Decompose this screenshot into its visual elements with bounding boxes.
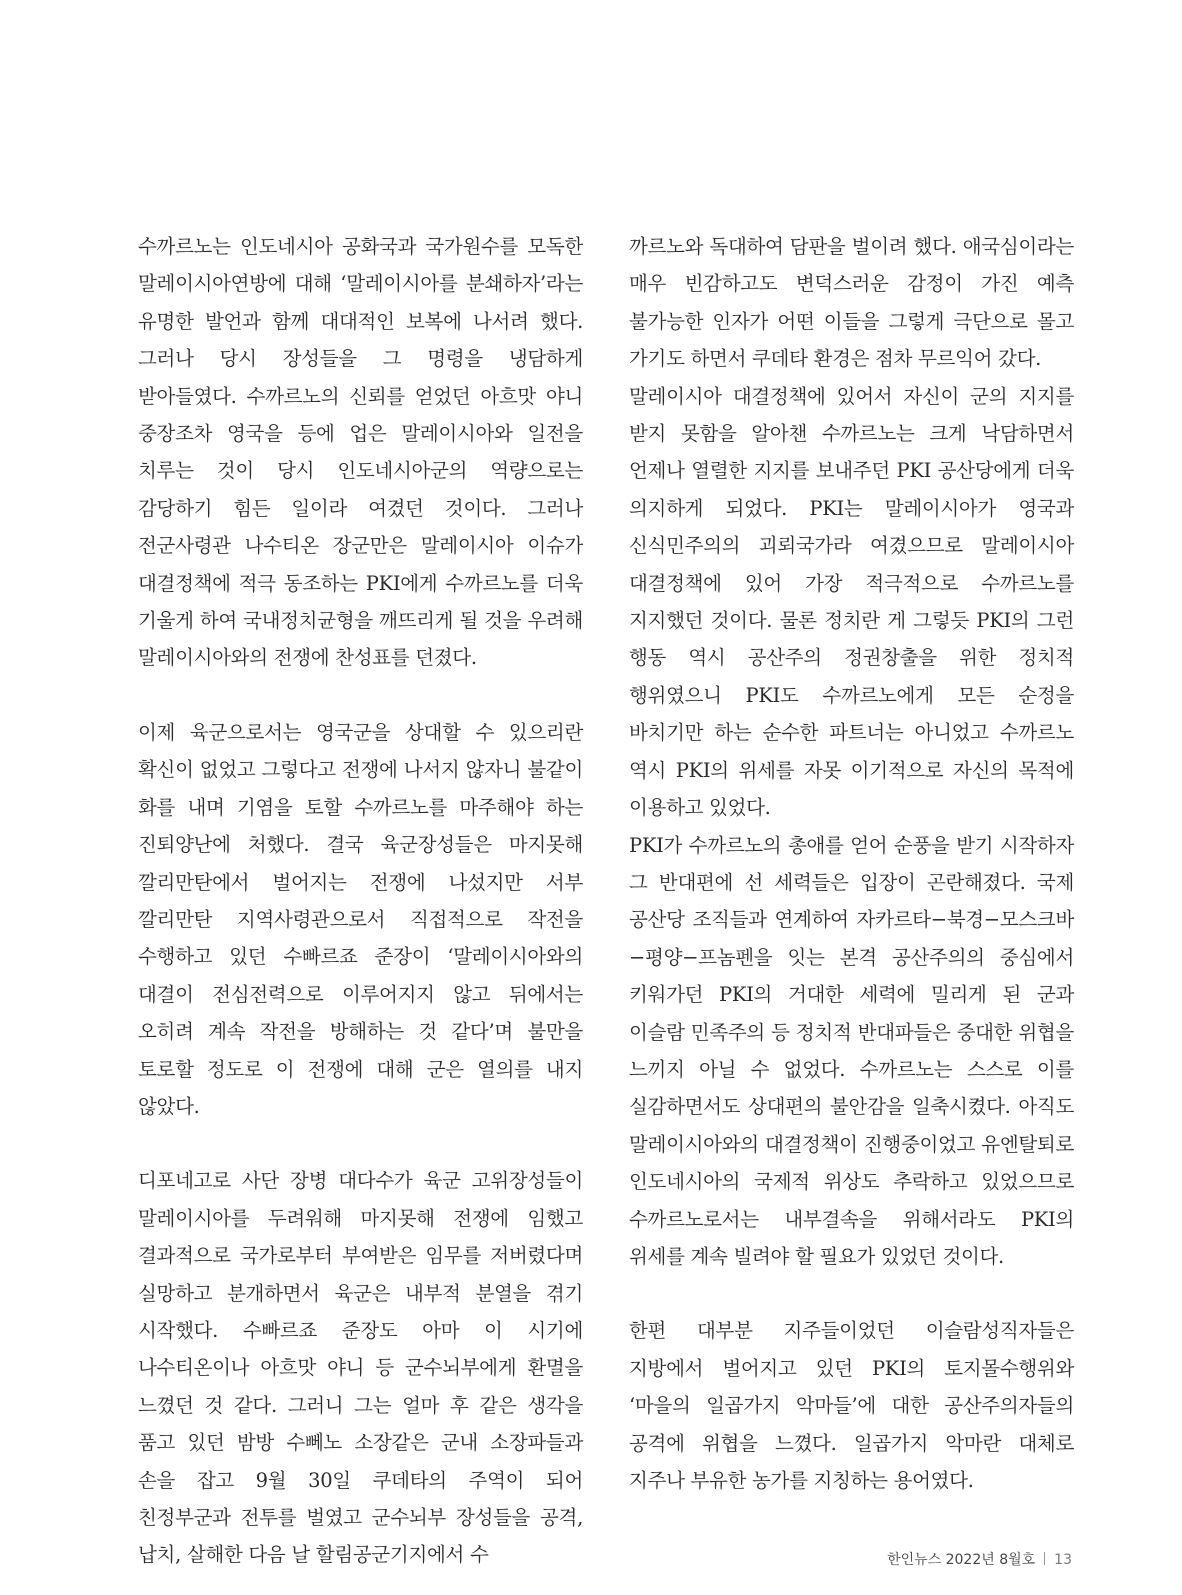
footer-divider xyxy=(1044,1552,1045,1565)
page-footer xyxy=(887,1549,1072,1569)
publication-name: 한인뉴스 2022년 8월호 xyxy=(887,1552,1036,1568)
body-paragraph: 한편 대부분 지주들이었던 이슬람성직자들은 지방에서 벌어지고 있던 PKI의 토지몰수행위와 ‘마을의 일곱가지 악마들’에 대한 공산주의자들의 공격에 위협을 느꼈다. 일곱가지 악마란 대체로 지주나 부유한 농가를 지칭하는 용어였다. xyxy=(629,1319,1074,1492)
right-text-column xyxy=(629,228,1074,1499)
page-number: 13 xyxy=(1054,1552,1072,1568)
body-paragraph: 까르노와 독대하여 담판을 벌이려 했다. 애국심이라는 매우 빈감하고도 변덕스러운 감정이 가진 예측 불가능한 인자가 어떤 이들을 그렇게 극단으로 몰고 가기도 하면서 쿠데타 환경은 점차 무르익어 갔다. xyxy=(629,235,1074,371)
body-paragraph: 이제 육군으로서는 영국군을 상대할 수 있으리란 확신이 없었고 그렇다고 전쟁에 나서지 않자니 불같이 화를 내며 기염을 토할 수까르노를 마주해야 하는 진퇴양난에 처했다. 결국 육군장성들은 마지못해 깔리만탄에서 벌어지는 전쟁에 나섰지만 서부 깔리만탄 지역사령관으로서 직접적으로 작전을 수행하고 있던 수빠르죠 준장이 ‘말레이시아와의 대결이 전심전력으로 이루어지지 않고 뒤에서는 오히려 계속 작전을 방해하는 것 같다’며 불만을 토로할 정도로 이 전쟁에 대해 군은 열의를 내지 않았다. xyxy=(138,720,583,1118)
left-text-column xyxy=(138,228,583,1574)
body-paragraph: 말레이시아 대결정책에 있어서 자신이 군의 지지를 받지 못함을 알아챈 수까르노는 크게 낙담하면서 언제나 열렬한 지지를 보내주던 PKI 공산당에게 더욱 의지하게 되었다. PKI는 말레이시아가 영국과 신식민주의의 괴뢰국가라 여겼으므로 말레이시아 대결정책에 있어 가장 적극적으로 수까르노를 지지했던 것이다. 물론 정치란 게 그렇듯 PKI의 그런 행동 역시 공산주의 정권창출을 위한 정치적 행위였으니 PKI도 수까르노에게 모든 순정을 바치기만 하는 순수한 파트너는 아니었고 수까르노 역시 PKI의 위세를 자못 이기적으로 자신의 목적에 이용하고 있었다. xyxy=(629,384,1074,820)
body-paragraph: PKI가 수까르노의 총애를 얻어 순풍을 받기 시작하자 그 반대편에 선 세력들은 입장이 곤란해졌다. 국제 공산당 조직들과 연계하여 자카르타−북경−모스크바−평양−프놈펜을 잇는 본격 공산주의의 중심에서 키워가던 PKI의 거대한 세력에 밀리게 된 군과 이슬람 민족주의 등 정치적 반대파들은 중대한 위협을 느끼지 아닐 수 없었다. 수까르노는 스스로 이를 실감하면서도 상대편의 불안감을 일축시켰다. 아직도 말레이시아와의 대결정책이 진행중이었고 유엔탈퇴로 인도네시아의 국제적 위상도 추락하고 있었으므로 수까르노로서는 내부결속을 위해서라도 PKI의 위세를 계속 빌려야 할 필요가 있었던 것이다. xyxy=(629,833,1074,1268)
body-paragraph: 수까르노는 인도네시아 공화국과 국가원수를 모독한 말레이시아연방에 대해 ‘말레이시아를 분쇄하자’라는 유명한 발언과 함께 대대적인 보복에 나서려 했다. 그러나 당시 장성들을 그 명령을 냉담하게 받아들였다. 수까르노의 신뢰를 얻었던 아흐맛 야니 중장조차 영국을 등에 업은 말레이시아와 일전을 치루는 것이 당시 인도네시아군의 역량으로는 감당하기 힘든 일이라 여겼던 것이다. 그러나 전군사령관 나수티온 장군만은 말레이시아 이슈가 대결정책에 적극 동조하는 PKI에게 수까르노를 더욱 기울게 하여 국내정치균형을 깨뜨리게 될 것을 우려해 말레이시아와의 전쟁에 찬성표를 던졌다. xyxy=(138,235,583,670)
body-paragraph: 디포네고로 사단 장병 대다수가 육군 고위장성들이 말레이시아를 두려워해 마지못해 전쟁에 임했고 결과적으로 국가로부터 부여받은 임무를 저버렸다며 실망하고 분개하면서 육군은 내부적 분열을 겪기 시작했다. 수빠르죠 준장도 아마 이 시기에 나수티온이나 아흐맛 야니 등 군수뇌부에게 환멸을 느꼈던 것 같다. 그러니 그는 얼마 후 같은 생각을 품고 있던 밤방 수뻬노 소장같은 군내 소장파들과 손을 잡고 9월 30일 쿠데타의 주역이 되어 친정부군과 전투를 벌였고 군수뇌부 장성들을 공격, 납치, 살해한 다음 날 할림공군기지에서 수 xyxy=(138,1169,583,1567)
